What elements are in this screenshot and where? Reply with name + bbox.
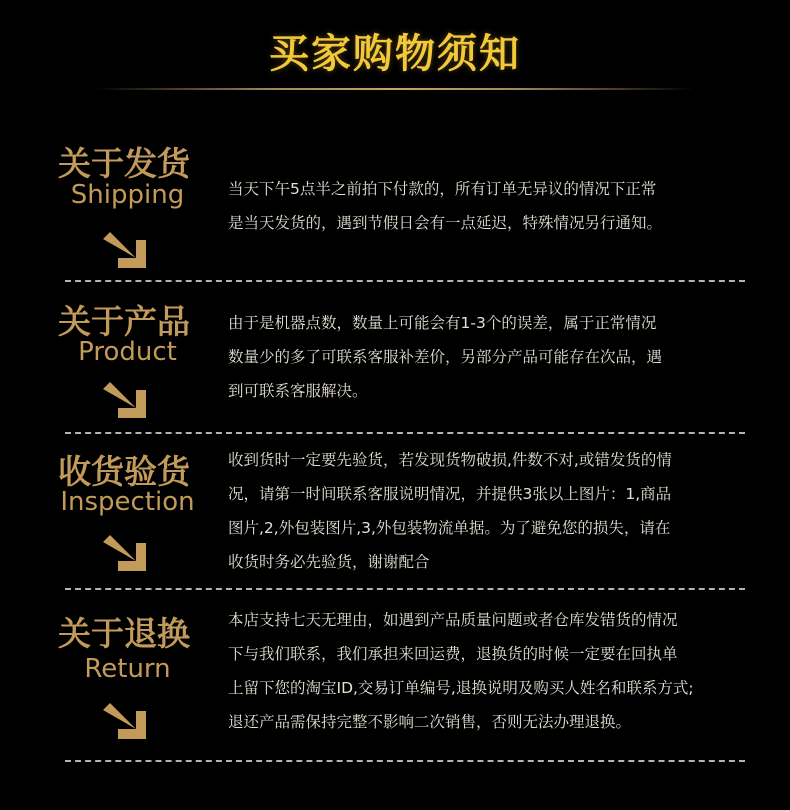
text-line: 图片,2,外包装图片,3,外包装物流单据。为了避免您的损失，请在 <box>228 519 671 537</box>
text-line: 到可联系客服解决。 <box>228 382 368 400</box>
text-line: 本店支持七天无理由，如遇到产品质量问题或者仓库发错货的情况 <box>228 611 678 629</box>
text-line: 下与我们联系，我们承担来回运费，退换货的时候一定要在回执单 <box>228 645 678 663</box>
product-title-cn: 关于产品 <box>58 302 190 341</box>
inspection-text <box>228 443 748 579</box>
section-divider <box>65 280 745 282</box>
shipping-text <box>228 172 748 240</box>
inspection-title-en: Inspection <box>60 487 195 517</box>
text-line: 况，请第一时间联系客服说明情况，并提供3张以上图片：1,商品 <box>228 485 672 503</box>
text-line: 收货时务必先验货，谢谢配合 <box>228 553 430 571</box>
text-line: 上留下您的淘宝ID,交易订单编号,退换说明及购买人姓名和联系方式; <box>228 679 694 697</box>
text-line: 收到货时一定要先验货，若发现货物破损,件数不对,或错发货的情 <box>228 451 672 469</box>
text-line: 当天下午5点半之前拍下付款的，所有订单无异议的情况下正常 <box>228 180 657 198</box>
text-line: 是当天发货的，遇到节假日会有一点延迟，特殊情况另行通知。 <box>228 214 663 232</box>
section-divider <box>65 588 745 590</box>
text-line: 退还产品需保持完整不影响二次销售，否则无法办理退换。 <box>228 713 632 731</box>
text-line: 数量少的多了可联系客服补差价，另部分产品可能存在次品，遇 <box>228 348 663 366</box>
down-right-arrow-icon <box>100 222 150 272</box>
return-title-cn: 关于退换 <box>58 614 190 653</box>
shipping-title-cn: 关于发货 <box>58 144 190 183</box>
section-divider <box>65 760 745 762</box>
product-text <box>228 306 748 408</box>
down-right-arrow-icon <box>100 525 150 575</box>
text-line: 由于是机器点数，数量上可能会有1-3个的误差，属于正常情况 <box>228 314 657 332</box>
return-title-en: Return <box>84 654 171 684</box>
down-right-arrow-icon <box>100 693 150 743</box>
product-title-en: Product <box>78 337 177 367</box>
page-title: 买家购物须知 <box>269 31 521 77</box>
down-right-arrow-icon <box>100 372 150 422</box>
title-underline <box>95 88 695 90</box>
shipping-title-en: Shipping <box>70 180 185 210</box>
return-text <box>228 603 748 739</box>
inspection-title-cn: 收货验货 <box>58 452 190 491</box>
section-divider <box>65 432 745 434</box>
